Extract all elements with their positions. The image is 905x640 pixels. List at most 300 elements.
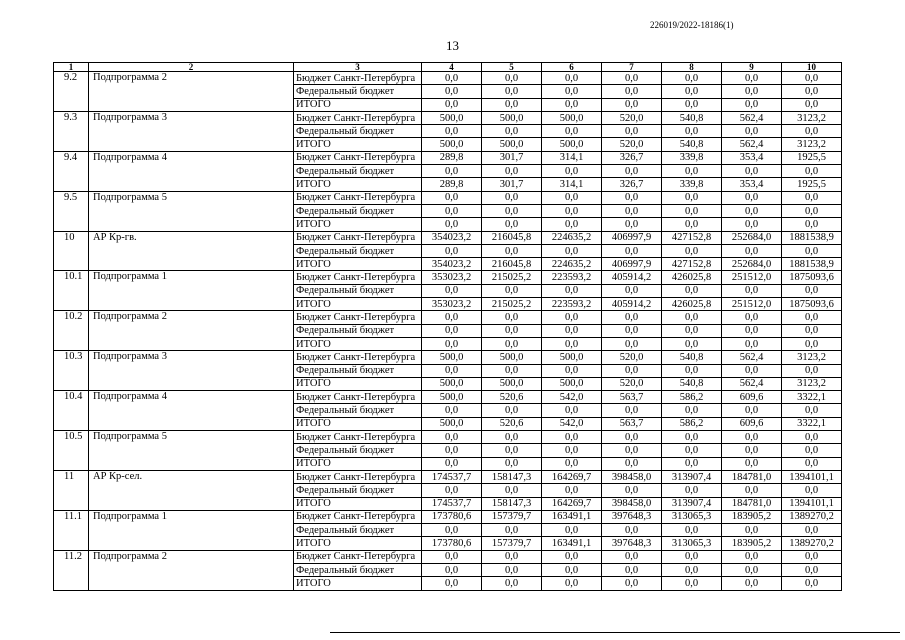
table-row bbox=[54, 231, 842, 244]
table-row bbox=[54, 72, 842, 85]
funding-source: Федеральный бюджет bbox=[294, 244, 422, 257]
value-cell: 0,0 bbox=[422, 524, 482, 537]
value-cell: 0,0 bbox=[422, 85, 482, 98]
value-cell: 0,0 bbox=[542, 404, 602, 417]
value-cell: 0,0 bbox=[782, 337, 842, 350]
value-cell: 0,0 bbox=[542, 244, 602, 257]
value-cell: 0,0 bbox=[482, 72, 542, 85]
value-cell: 500,0 bbox=[542, 138, 602, 151]
value-cell: 0,0 bbox=[482, 218, 542, 231]
value-cell: 0,0 bbox=[542, 191, 602, 204]
funding-source: Федеральный бюджет bbox=[294, 524, 422, 537]
value-cell: 0,0 bbox=[422, 431, 482, 444]
value-cell: 0,0 bbox=[782, 204, 842, 217]
value-cell: 0,0 bbox=[542, 457, 602, 470]
value-cell: 0,0 bbox=[782, 324, 842, 337]
value-cell: 0,0 bbox=[482, 125, 542, 138]
value-cell: 0,0 bbox=[602, 457, 662, 470]
value-cell: 0,0 bbox=[722, 284, 782, 297]
funding-source: ИТОГО bbox=[294, 178, 422, 191]
value-cell: 0,0 bbox=[722, 204, 782, 217]
value-cell: 0,0 bbox=[662, 311, 722, 324]
value-cell: 0,0 bbox=[482, 165, 542, 178]
value-cell: 0,0 bbox=[422, 404, 482, 417]
value-cell: 157379,7 bbox=[482, 510, 542, 523]
value-cell: 406997,9 bbox=[602, 231, 662, 244]
budget-table bbox=[53, 62, 842, 591]
value-cell: 0,0 bbox=[662, 98, 722, 111]
value-cell: 0,0 bbox=[602, 550, 662, 563]
value-cell: 0,0 bbox=[482, 484, 542, 497]
value-cell: 1394101,1 bbox=[782, 497, 842, 510]
value-cell: 0,0 bbox=[422, 218, 482, 231]
value-cell: 224635,2 bbox=[542, 258, 602, 271]
value-cell: 0,0 bbox=[422, 191, 482, 204]
value-cell: 174537,7 bbox=[422, 470, 482, 483]
funding-source: Бюджет Санкт-Петербурга bbox=[294, 191, 422, 204]
value-cell: 252684,0 bbox=[722, 231, 782, 244]
funding-source: ИТОГО bbox=[294, 337, 422, 350]
funding-source: Федеральный бюджет bbox=[294, 364, 422, 377]
value-cell: 251512,0 bbox=[722, 271, 782, 284]
table-row bbox=[54, 151, 842, 164]
value-cell: 1881538,9 bbox=[782, 231, 842, 244]
funding-source: Федеральный бюджет bbox=[294, 444, 422, 457]
row-code: 9.2 bbox=[54, 72, 89, 112]
value-cell: 0,0 bbox=[602, 125, 662, 138]
funding-source: Федеральный бюджет bbox=[294, 125, 422, 138]
value-cell: 0,0 bbox=[542, 563, 602, 576]
funding-source: ИТОГО bbox=[294, 537, 422, 550]
funding-source: Бюджет Санкт-Петербурга bbox=[294, 111, 422, 124]
value-cell: 0,0 bbox=[662, 484, 722, 497]
value-cell: 1389270,2 bbox=[782, 537, 842, 550]
value-cell: 0,0 bbox=[662, 85, 722, 98]
value-cell: 0,0 bbox=[422, 98, 482, 111]
value-cell: 398458,0 bbox=[602, 470, 662, 483]
value-cell: 184781,0 bbox=[722, 497, 782, 510]
value-cell: 0,0 bbox=[662, 431, 722, 444]
funding-source: Бюджет Санкт-Петербурга bbox=[294, 550, 422, 563]
column-header: 7 bbox=[602, 63, 662, 72]
value-cell: 0,0 bbox=[482, 324, 542, 337]
value-cell: 500,0 bbox=[422, 391, 482, 404]
value-cell: 3322,1 bbox=[782, 417, 842, 430]
value-cell: 0,0 bbox=[782, 311, 842, 324]
value-cell: 252684,0 bbox=[722, 258, 782, 271]
value-cell: 0,0 bbox=[722, 191, 782, 204]
value-cell: 326,7 bbox=[602, 151, 662, 164]
column-header: 9 bbox=[722, 63, 782, 72]
value-cell: 0,0 bbox=[542, 431, 602, 444]
funding-source: Бюджет Санкт-Петербурга bbox=[294, 72, 422, 85]
value-cell: 0,0 bbox=[422, 563, 482, 576]
value-cell: 314,1 bbox=[542, 151, 602, 164]
value-cell: 0,0 bbox=[602, 85, 662, 98]
value-cell: 0,0 bbox=[482, 85, 542, 98]
program-name: Подпрограмма 5 bbox=[89, 191, 294, 231]
value-cell: 0,0 bbox=[422, 204, 482, 217]
value-cell: 0,0 bbox=[482, 98, 542, 111]
value-cell: 0,0 bbox=[602, 337, 662, 350]
funding-source: ИТОГО bbox=[294, 577, 422, 590]
value-cell: 542,0 bbox=[542, 417, 602, 430]
value-cell: 562,4 bbox=[722, 351, 782, 364]
value-cell: 0,0 bbox=[782, 165, 842, 178]
document-id: 226019/2022-18186(1) bbox=[650, 20, 734, 30]
value-cell: 586,2 bbox=[662, 391, 722, 404]
value-cell: 0,0 bbox=[482, 364, 542, 377]
value-cell: 0,0 bbox=[722, 85, 782, 98]
value-cell: 0,0 bbox=[422, 337, 482, 350]
value-cell: 0,0 bbox=[602, 72, 662, 85]
value-cell: 562,4 bbox=[722, 377, 782, 390]
value-cell: 216045,8 bbox=[482, 231, 542, 244]
value-cell: 0,0 bbox=[482, 337, 542, 350]
value-cell: 3123,2 bbox=[782, 111, 842, 124]
value-cell: 0,0 bbox=[782, 244, 842, 257]
value-cell: 0,0 bbox=[722, 577, 782, 590]
value-cell: 3123,2 bbox=[782, 351, 842, 364]
value-cell: 0,0 bbox=[422, 284, 482, 297]
value-cell: 0,0 bbox=[782, 484, 842, 497]
value-cell: 0,0 bbox=[482, 404, 542, 417]
value-cell: 0,0 bbox=[542, 284, 602, 297]
program-name: Подпрограмма 3 bbox=[89, 111, 294, 151]
value-cell: 0,0 bbox=[722, 324, 782, 337]
value-cell: 0,0 bbox=[542, 125, 602, 138]
column-header: 2 bbox=[89, 63, 294, 72]
value-cell: 0,0 bbox=[602, 324, 662, 337]
value-cell: 540,8 bbox=[662, 138, 722, 151]
value-cell: 3123,2 bbox=[782, 377, 842, 390]
row-code: 10.2 bbox=[54, 311, 89, 351]
value-cell: 251512,0 bbox=[722, 298, 782, 311]
value-cell: 0,0 bbox=[422, 72, 482, 85]
value-cell: 339,8 bbox=[662, 178, 722, 191]
funding-source: ИТОГО bbox=[294, 218, 422, 231]
value-cell: 500,0 bbox=[482, 111, 542, 124]
value-cell: 157379,7 bbox=[482, 537, 542, 550]
value-cell: 1389270,2 bbox=[782, 510, 842, 523]
value-cell: 0,0 bbox=[662, 165, 722, 178]
value-cell: 0,0 bbox=[482, 457, 542, 470]
value-cell: 0,0 bbox=[482, 284, 542, 297]
value-cell: 216045,8 bbox=[482, 258, 542, 271]
value-cell: 0,0 bbox=[542, 524, 602, 537]
value-cell: 0,0 bbox=[662, 125, 722, 138]
value-cell: 0,0 bbox=[722, 364, 782, 377]
value-cell: 353023,2 bbox=[422, 271, 482, 284]
value-cell: 426025,8 bbox=[662, 271, 722, 284]
funding-source: Федеральный бюджет bbox=[294, 165, 422, 178]
row-code: 11.2 bbox=[54, 550, 89, 590]
table-row bbox=[54, 351, 842, 364]
column-header: 1 bbox=[54, 63, 89, 72]
value-cell: 0,0 bbox=[782, 125, 842, 138]
row-code: 10.4 bbox=[54, 391, 89, 431]
row-code: 10.1 bbox=[54, 271, 89, 311]
value-cell: 0,0 bbox=[782, 364, 842, 377]
value-cell: 0,0 bbox=[722, 98, 782, 111]
table-row bbox=[54, 111, 842, 124]
value-cell: 339,8 bbox=[662, 151, 722, 164]
funding-source: ИТОГО bbox=[294, 457, 422, 470]
value-cell: 0,0 bbox=[482, 577, 542, 590]
value-cell: 0,0 bbox=[662, 204, 722, 217]
column-header: 3 bbox=[294, 63, 422, 72]
value-cell: 184781,0 bbox=[722, 470, 782, 483]
row-code: 10 bbox=[54, 231, 89, 271]
value-cell: 397648,3 bbox=[602, 537, 662, 550]
page-number: 13 bbox=[446, 38, 459, 53]
value-cell: 313907,4 bbox=[662, 470, 722, 483]
value-cell: 0,0 bbox=[542, 577, 602, 590]
value-cell: 353,4 bbox=[722, 178, 782, 191]
value-cell: 0,0 bbox=[722, 244, 782, 257]
value-cell: 313065,3 bbox=[662, 537, 722, 550]
value-cell: 0,0 bbox=[422, 444, 482, 457]
funding-source: Федеральный бюджет bbox=[294, 404, 422, 417]
funding-source: ИТОГО bbox=[294, 497, 422, 510]
value-cell: 562,4 bbox=[722, 138, 782, 151]
value-cell: 0,0 bbox=[782, 577, 842, 590]
value-cell: 0,0 bbox=[662, 577, 722, 590]
value-cell: 326,7 bbox=[602, 178, 662, 191]
value-cell: 164269,7 bbox=[542, 497, 602, 510]
value-cell: 0,0 bbox=[662, 457, 722, 470]
value-cell: 1875093,6 bbox=[782, 271, 842, 284]
value-cell: 0,0 bbox=[722, 404, 782, 417]
value-cell: 0,0 bbox=[662, 337, 722, 350]
value-cell: 0,0 bbox=[482, 444, 542, 457]
value-cell: 0,0 bbox=[542, 311, 602, 324]
funding-source: Бюджет Санкт-Петербурга bbox=[294, 470, 422, 483]
value-cell: 0,0 bbox=[722, 165, 782, 178]
value-cell: 0,0 bbox=[542, 72, 602, 85]
table-row bbox=[54, 510, 842, 523]
value-cell: 500,0 bbox=[542, 111, 602, 124]
value-cell: 500,0 bbox=[482, 138, 542, 151]
value-cell: 500,0 bbox=[422, 377, 482, 390]
value-cell: 158147,3 bbox=[482, 470, 542, 483]
value-cell: 563,7 bbox=[602, 391, 662, 404]
program-name: АР Кр-сел. bbox=[89, 470, 294, 510]
value-cell: 405914,2 bbox=[602, 298, 662, 311]
value-cell: 354023,2 bbox=[422, 258, 482, 271]
header-row bbox=[54, 63, 842, 72]
value-cell: 0,0 bbox=[542, 364, 602, 377]
program-name: Подпрограмма 4 bbox=[89, 391, 294, 431]
value-cell: 0,0 bbox=[782, 524, 842, 537]
value-cell: 224635,2 bbox=[542, 231, 602, 244]
value-cell: 0,0 bbox=[662, 550, 722, 563]
value-cell: 0,0 bbox=[422, 324, 482, 337]
value-cell: 562,4 bbox=[722, 111, 782, 124]
value-cell: 405914,2 bbox=[602, 271, 662, 284]
value-cell: 0,0 bbox=[662, 191, 722, 204]
value-cell: 500,0 bbox=[422, 138, 482, 151]
value-cell: 353023,2 bbox=[422, 298, 482, 311]
table-row bbox=[54, 550, 842, 563]
funding-source: ИТОГО bbox=[294, 138, 422, 151]
funding-source: Федеральный бюджет bbox=[294, 324, 422, 337]
funding-source: ИТОГО bbox=[294, 298, 422, 311]
value-cell: 353,4 bbox=[722, 151, 782, 164]
value-cell: 0,0 bbox=[542, 85, 602, 98]
value-cell: 0,0 bbox=[482, 204, 542, 217]
value-cell: 0,0 bbox=[422, 550, 482, 563]
value-cell: 0,0 bbox=[482, 550, 542, 563]
value-cell: 0,0 bbox=[482, 524, 542, 537]
row-code: 9.3 bbox=[54, 111, 89, 151]
value-cell: 0,0 bbox=[722, 484, 782, 497]
value-cell: 0,0 bbox=[542, 444, 602, 457]
value-cell: 1925,5 bbox=[782, 178, 842, 191]
value-cell: 0,0 bbox=[422, 484, 482, 497]
value-cell: 3322,1 bbox=[782, 391, 842, 404]
value-cell: 520,0 bbox=[602, 111, 662, 124]
value-cell: 313907,4 bbox=[662, 497, 722, 510]
value-cell: 0,0 bbox=[722, 550, 782, 563]
value-cell: 313065,3 bbox=[662, 510, 722, 523]
value-cell: 0,0 bbox=[602, 191, 662, 204]
value-cell: 0,0 bbox=[482, 244, 542, 257]
value-cell: 0,0 bbox=[482, 431, 542, 444]
funding-source: Бюджет Санкт-Петербурга bbox=[294, 431, 422, 444]
value-cell: 0,0 bbox=[722, 311, 782, 324]
value-cell: 223593,2 bbox=[542, 271, 602, 284]
value-cell: 540,8 bbox=[662, 351, 722, 364]
bottom-rule bbox=[330, 632, 900, 633]
value-cell: 0,0 bbox=[542, 165, 602, 178]
value-cell: 0,0 bbox=[662, 244, 722, 257]
value-cell: 0,0 bbox=[602, 524, 662, 537]
value-cell: 500,0 bbox=[422, 111, 482, 124]
value-cell: 301,7 bbox=[482, 151, 542, 164]
value-cell: 500,0 bbox=[422, 417, 482, 430]
value-cell: 0,0 bbox=[542, 484, 602, 497]
value-cell: 500,0 bbox=[542, 351, 602, 364]
value-cell: 289,8 bbox=[422, 178, 482, 191]
funding-source: Федеральный бюджет bbox=[294, 563, 422, 576]
value-cell: 0,0 bbox=[422, 165, 482, 178]
value-cell: 289,8 bbox=[422, 151, 482, 164]
row-code: 9.4 bbox=[54, 151, 89, 191]
value-cell: 0,0 bbox=[482, 563, 542, 576]
value-cell: 520,6 bbox=[482, 391, 542, 404]
value-cell: 427152,8 bbox=[662, 231, 722, 244]
value-cell: 0,0 bbox=[422, 457, 482, 470]
program-name: Подпрограмма 1 bbox=[89, 271, 294, 311]
table-row bbox=[54, 271, 842, 284]
value-cell: 0,0 bbox=[422, 311, 482, 324]
value-cell: 163491,1 bbox=[542, 510, 602, 523]
funding-source: Федеральный бюджет bbox=[294, 284, 422, 297]
value-cell: 1881538,9 bbox=[782, 258, 842, 271]
funding-source: ИТОГО bbox=[294, 377, 422, 390]
table-row bbox=[54, 391, 842, 404]
value-cell: 586,2 bbox=[662, 417, 722, 430]
value-cell: 520,0 bbox=[602, 138, 662, 151]
funding-source: Федеральный бюджет bbox=[294, 484, 422, 497]
program-name: Подпрограмма 2 bbox=[89, 72, 294, 112]
value-cell: 0,0 bbox=[602, 284, 662, 297]
value-cell: 0,0 bbox=[722, 563, 782, 576]
funding-source: Бюджет Санкт-Петербурга bbox=[294, 311, 422, 324]
value-cell: 0,0 bbox=[662, 72, 722, 85]
value-cell: 0,0 bbox=[602, 98, 662, 111]
value-cell: 0,0 bbox=[782, 444, 842, 457]
value-cell: 183905,2 bbox=[722, 510, 782, 523]
funding-source: Бюджет Санкт-Петербурга bbox=[294, 151, 422, 164]
value-cell: 0,0 bbox=[782, 404, 842, 417]
value-cell: 426025,8 bbox=[662, 298, 722, 311]
value-cell: 0,0 bbox=[722, 444, 782, 457]
value-cell: 427152,8 bbox=[662, 258, 722, 271]
value-cell: 0,0 bbox=[782, 457, 842, 470]
value-cell: 0,0 bbox=[542, 550, 602, 563]
value-cell: 540,8 bbox=[662, 377, 722, 390]
value-cell: 0,0 bbox=[662, 524, 722, 537]
funding-source: ИТОГО bbox=[294, 258, 422, 271]
value-cell: 314,1 bbox=[542, 178, 602, 191]
value-cell: 0,0 bbox=[782, 563, 842, 576]
value-cell: 0,0 bbox=[542, 204, 602, 217]
funding-source: Федеральный бюджет bbox=[294, 204, 422, 217]
funding-source: Федеральный бюджет bbox=[294, 85, 422, 98]
value-cell: 215025,2 bbox=[482, 271, 542, 284]
value-cell: 0,0 bbox=[722, 431, 782, 444]
value-cell: 0,0 bbox=[782, 218, 842, 231]
program-name: АР Кр-гв. bbox=[89, 231, 294, 271]
value-cell: 0,0 bbox=[782, 72, 842, 85]
value-cell: 500,0 bbox=[482, 351, 542, 364]
value-cell: 397648,3 bbox=[602, 510, 662, 523]
value-cell: 0,0 bbox=[602, 218, 662, 231]
table-row bbox=[54, 191, 842, 204]
value-cell: 0,0 bbox=[662, 324, 722, 337]
table-row bbox=[54, 470, 842, 483]
program-name: Подпрограмма 1 bbox=[89, 510, 294, 550]
column-header: 4 bbox=[422, 63, 482, 72]
value-cell: 183905,2 bbox=[722, 537, 782, 550]
value-cell: 0,0 bbox=[782, 85, 842, 98]
table-body bbox=[54, 72, 842, 591]
value-cell: 0,0 bbox=[602, 204, 662, 217]
value-cell: 0,0 bbox=[422, 125, 482, 138]
funding-source: ИТОГО bbox=[294, 98, 422, 111]
value-cell: 3123,2 bbox=[782, 138, 842, 151]
program-name: Подпрограмма 4 bbox=[89, 151, 294, 191]
program-name: Подпрограмма 2 bbox=[89, 550, 294, 590]
value-cell: 0,0 bbox=[662, 563, 722, 576]
value-cell: 500,0 bbox=[422, 351, 482, 364]
value-cell: 0,0 bbox=[662, 364, 722, 377]
value-cell: 0,0 bbox=[482, 191, 542, 204]
value-cell: 0,0 bbox=[722, 218, 782, 231]
value-cell: 0,0 bbox=[542, 324, 602, 337]
value-cell: 540,8 bbox=[662, 111, 722, 124]
value-cell: 0,0 bbox=[602, 563, 662, 576]
value-cell: 0,0 bbox=[782, 284, 842, 297]
value-cell: 0,0 bbox=[602, 311, 662, 324]
value-cell: 0,0 bbox=[422, 364, 482, 377]
value-cell: 0,0 bbox=[722, 125, 782, 138]
value-cell: 1925,5 bbox=[782, 151, 842, 164]
program-name: Подпрограмма 2 bbox=[89, 311, 294, 351]
funding-source: Бюджет Санкт-Петербурга bbox=[294, 510, 422, 523]
